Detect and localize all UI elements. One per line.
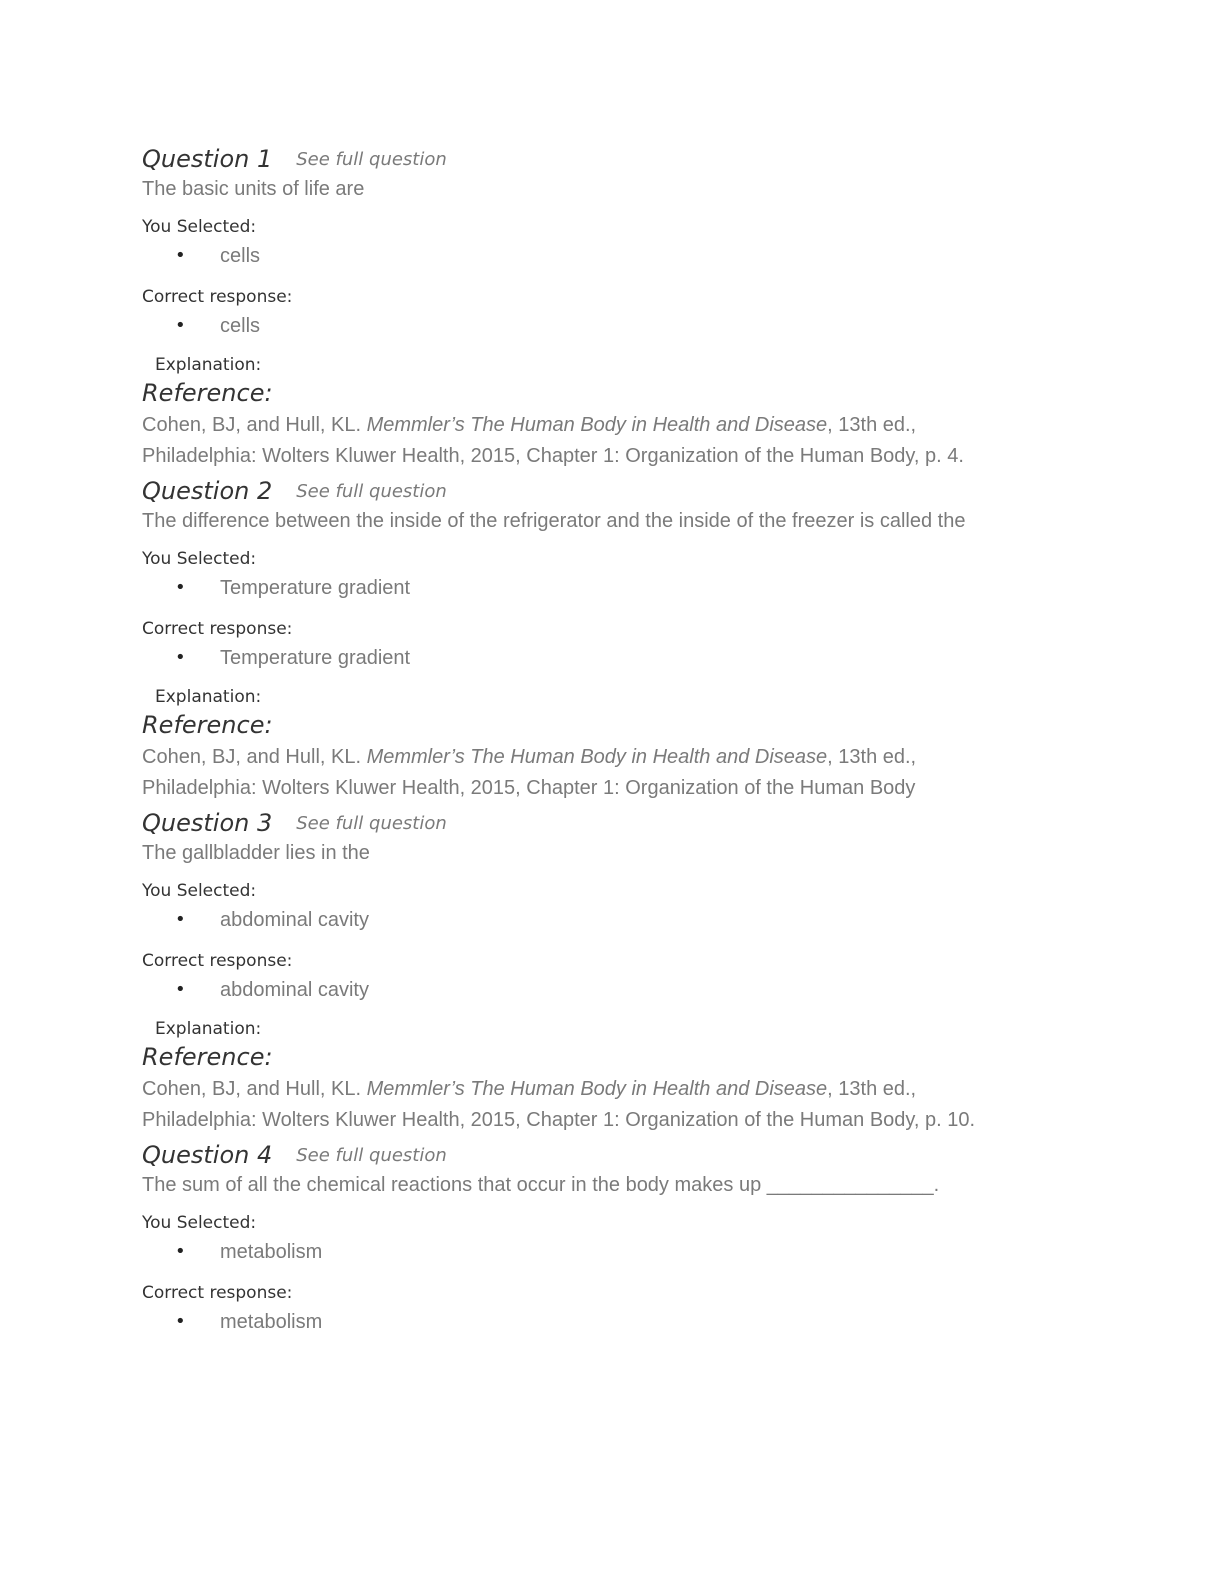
correct-answer-list [142,1304,1072,1340]
correct-answer [142,972,1072,1008]
question-title: Question 3 [142,809,273,837]
reference-heading: Reference: [142,1043,273,1071]
correct-answer-list [142,308,1072,344]
reference-book-title: Memmler’s The Human Body in Health and Disease [366,414,828,436]
reference-book-title: Memmler’s The Human Body in Health and Disease [366,1078,828,1100]
reference-citation [142,410,1072,472]
reference-edition: , 13th ed., [827,1078,917,1100]
selected-answer-list [142,1234,1072,1270]
reference-book-title: Memmler’s The Human Body in Health and Disease [366,746,828,768]
reference-heading: Reference: [142,711,273,739]
question-header [142,472,1072,506]
reference-publisher: Philadelphia: Wolters Kluwer Health, 2015, Chapter 1: Organization of the Human Body, p. 10. [142,1109,976,1131]
selected-answer [142,902,1072,938]
question-3 [142,804,1072,1136]
quiz-results [142,140,1072,1340]
correct-answer [142,308,1072,344]
correct-answer-text: abdominal cavity [220,979,369,1001]
bullet-icon: • [175,647,186,668]
bullet-icon: • [175,1311,186,1332]
selected-answer [142,570,1072,606]
selected-answer-text: metabolism [220,1241,323,1263]
explanation-label: Explanation: [155,687,262,707]
reference-publisher: Philadelphia: Wolters Kluwer Health, 2015, Chapter 1: Organization of the Human Body, p. 4. [142,445,964,467]
you-selected-label: You Selected: [142,1213,257,1233]
you-selected-label: You Selected: [142,881,257,901]
question-text: The sum of all the chemical reactions that occur in the body makes up _______________. [142,1174,940,1196]
you-selected-label: You Selected: [142,549,257,569]
correct-answer-text: Temperature gradient [220,647,411,669]
question-title: Question 4 [142,1141,273,1169]
reference-authors: Cohen, BJ, and Hull, KL. [142,746,367,768]
question-text: The difference between the inside of the refrigerator and the inside of the freezer is called the [142,510,966,532]
see-full-question-link[interactable]: See full question [296,1145,447,1166]
reference-authors: Cohen, BJ, and Hull, KL. [142,1078,367,1100]
you-selected-label: You Selected: [142,217,257,237]
explanation-label: Explanation: [155,1019,262,1039]
bullet-icon: • [175,909,186,930]
bullet-icon: • [175,979,186,1000]
question-4 [142,1136,1072,1340]
reference-citation [142,742,1072,804]
question-title: Question 1 [142,145,273,173]
correct-response-label: Correct response: [142,619,293,639]
reference-edition: , 13th ed., [827,746,917,768]
correct-answer-list [142,640,1072,676]
reference-edition: , 13th ed., [827,414,917,436]
selected-answer-list [142,238,1072,274]
bullet-icon: • [175,1241,186,1262]
correct-answer-text: metabolism [220,1311,323,1333]
question-2 [142,472,1072,804]
correct-answer [142,640,1072,676]
selected-answer-text: cells [220,245,261,267]
question-header [142,804,1072,838]
correct-answer-list [142,972,1072,1008]
correct-response-label: Correct response: [142,951,293,971]
see-full-question-link[interactable]: See full question [296,813,447,834]
reference-citation [142,1074,1072,1136]
question-header [142,1136,1072,1170]
reference-publisher: Philadelphia: Wolters Kluwer Health, 2015, Chapter 1: Organization of the Human Body [142,777,916,799]
bullet-icon: • [175,245,186,266]
question-title: Question 2 [142,477,273,505]
reference-authors: Cohen, BJ, and Hull, KL. [142,414,367,436]
selected-answer-text: abdominal cavity [220,909,369,931]
question-text: The basic units of life are [142,178,365,200]
correct-response-label: Correct response: [142,1283,293,1303]
see-full-question-link[interactable]: See full question [296,481,447,502]
see-full-question-link[interactable]: See full question [296,149,447,170]
correct-answer [142,1304,1072,1340]
reference-heading: Reference: [142,379,273,407]
question-text: The gallbladder lies in the [142,842,370,864]
correct-answer-text: cells [220,315,261,337]
selected-answer-list [142,570,1072,606]
question-header [142,140,1072,174]
selected-answer-text: Temperature gradient [220,577,411,599]
bullet-icon: • [175,577,186,598]
bullet-icon: • [175,315,186,336]
selected-answer [142,238,1072,274]
explanation-label: Explanation: [155,355,262,375]
correct-response-label: Correct response: [142,287,293,307]
selected-answer-list [142,902,1072,938]
selected-answer [142,1234,1072,1270]
question-1 [142,140,1072,472]
